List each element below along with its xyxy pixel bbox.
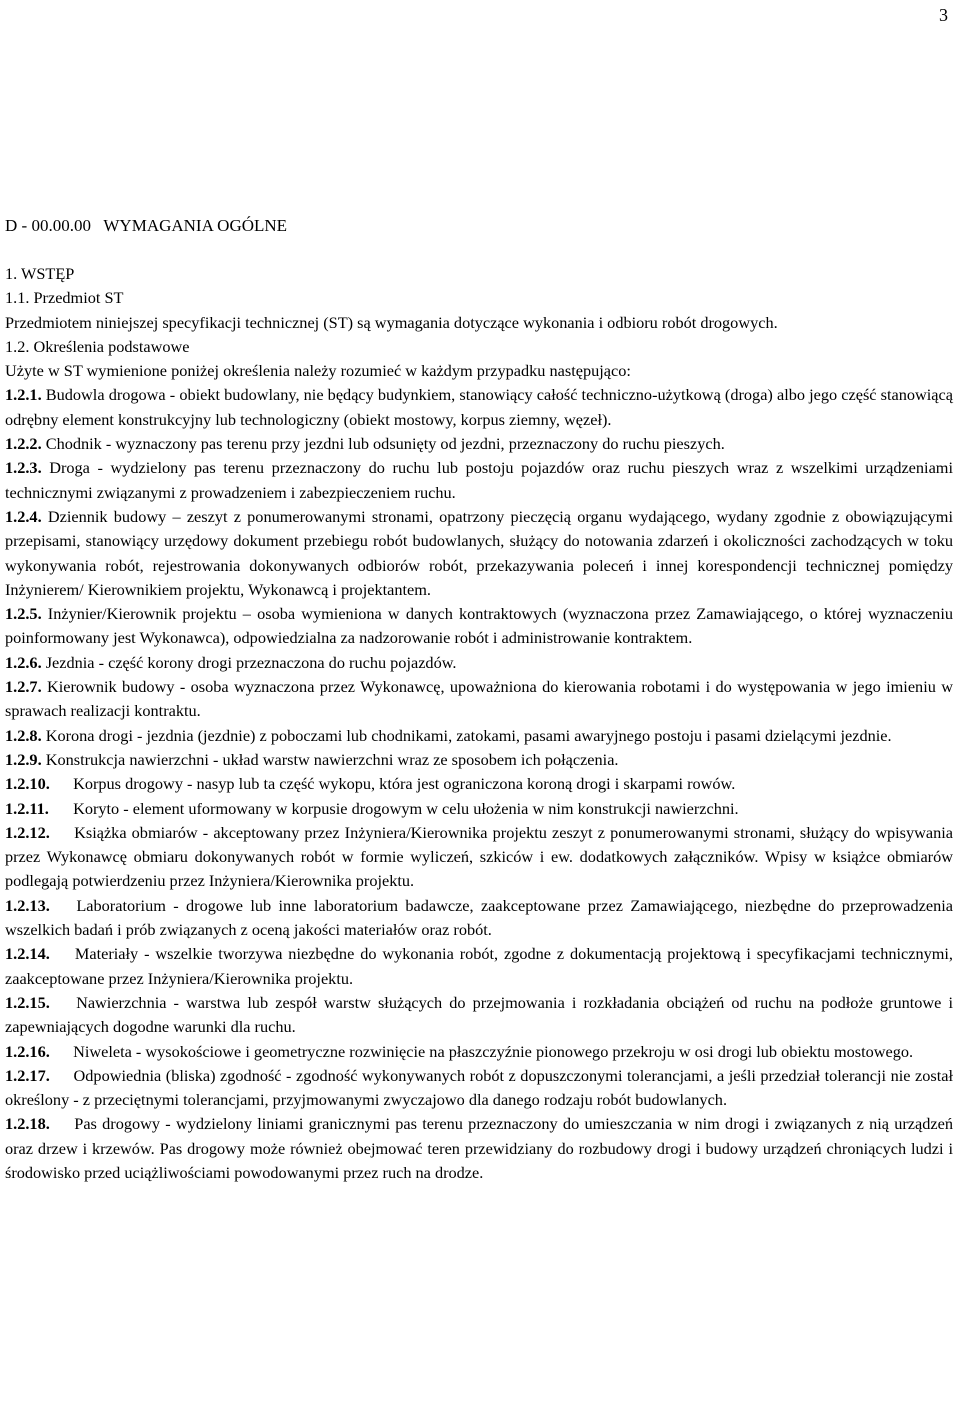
- definition-item: [5, 748, 953, 772]
- paragraph-subject: Przedmiotem niniejszej specyfikacji technicznej (ST) są wymagania dotyczące wykonania i odbioru robót drogowych.: [5, 312, 778, 332]
- document-body: [5, 214, 953, 1185]
- definition-text: Odpowiednia (bliska) zgodność - zgodność wykonywanych robót z dopuszczonymi tolerancjami, a jeśli przedział tolerancji nie został określony - z przeciętnymi tolerancjami, przyjmowanymi zwyczajowo dla danego rodzaju robót budowlanych.: [5, 1065, 953, 1110]
- page-number: 3: [939, 5, 948, 25]
- definition-item: [5, 651, 953, 675]
- section-heading-intro: 1. WSTĘP: [5, 264, 75, 283]
- section-heading-subject: 1.1. Przedmiot ST: [5, 288, 124, 308]
- definitions-list: [5, 383, 953, 1185]
- definition-item: [5, 942, 953, 991]
- definition-number: 1.2.10.: [5, 774, 50, 794]
- definition-text: Materiały - wszelkie tworzywa niezbędne do wykonania robót, zgodne z dokumentacją projektową i specyfikacjami technicznymi, zaakceptowane przez Inżyniera/Kierownika projektu.: [5, 944, 953, 988]
- paragraph-definitions-intro: Użyte w ST wymienione poniżej określenia należy rozumieć w każdym przypadku następująco:: [5, 361, 631, 381]
- definition-number: 1.2.3.: [5, 458, 42, 478]
- definition-item: [5, 797, 953, 821]
- definition-item: [5, 602, 953, 651]
- definition-item: [5, 456, 953, 505]
- definition-item: [5, 724, 953, 748]
- definition-text: Kierownik budowy - osoba wyznaczona przez Wykonawcę, upoważniona do kierowania robotami i do występowania w jego imieniu w sprawach realizacji kontraktu.: [5, 677, 953, 721]
- definition-text: Niweleta - wysokościowe i geometryczne rozwinięcie na płaszczyźnie pionowego przekroju w osi drogi lub obiektu mostowego.: [69, 1041, 914, 1061]
- definition-text: Dziennik budowy – zeszyt z ponumerowanymi stronami, opatrzony pieczęcią organu wydającego, wydany zgodnie z obowiązującymi przepisami, stanowiący urzędowy dokument przebiegu robót budowlanych, służący do notowania zdarzeń i okoliczności zachodzących w toku wykonywania robót, rejestrowania dokonywanych odbiorów robót, przekazywania poleceń i innej korespondencji technicznej pomiędzy Inżynierem/ Kierownikiem projektu, Wykonawcą i projektantem.: [5, 506, 953, 599]
- definition-text: Nawierzchnia - warstwa lub zespół warstw służących do przejmowania i rozkładania obciążeń od ruchu na podłoże gruntowe i zapewniających dogodne warunki dla ruchu.: [5, 992, 953, 1037]
- definition-number: 1.2.9.: [5, 749, 42, 769]
- definition-number: 1.2.17.: [5, 1065, 50, 1085]
- definition-text: Laboratorium - drogowe lub inne laboratorium badawcze, zaakceptowane przez Zamawiającego, niezbędne do przeprowadzenia wszelkich badań i prób związanych z oceną jakości materiałów oraz robót.: [5, 895, 953, 940]
- definition-number: 1.2.13.: [5, 895, 50, 915]
- definition-item: [5, 772, 953, 796]
- definition-text: Pas drogowy - wydzielony liniami granicznymi pas terenu przeznaczony do umieszczania w nim drogi i związanych z nią urządzeń oraz drzew i krzewów. Pas drogowy może również obejmować teren przewidziany do rozbudowy drogi i budowy urządzeń chroniących ludzi i środowisko przed uciążliwościami powodowanymi przez ruch na drodze.: [5, 1114, 953, 1182]
- definition-number: 1.2.2.: [5, 434, 42, 454]
- definition-item: [5, 991, 953, 1040]
- definition-number: 1.2.8.: [5, 725, 42, 745]
- definition-number: 1.2.15.: [5, 992, 50, 1012]
- definition-text: Koryto - element uformowany w korpusie drogowym w celu ułożenia w nim konstrukcji nawierzchni.: [69, 798, 739, 818]
- definition-number: 1.2.18.: [5, 1114, 50, 1134]
- definition-item: [5, 821, 953, 894]
- definition-number: 1.2.16.: [5, 1041, 50, 1061]
- definition-number: 1.2.11.: [5, 798, 49, 818]
- definition-item: [5, 383, 953, 432]
- section-heading-definitions: 1.2. Określenia podstawowe: [5, 336, 190, 356]
- definition-text: Inżynier/Kierownik projektu – osoba wymieniona w danych kontraktowych (wyznaczona przez Zamawiającego, o której wyznaczeniu poinformowany jest Wykonawca), odpowiedzialna za nadzorowanie robót i administrowanie kontraktem.: [5, 604, 953, 648]
- definition-item: [5, 1040, 953, 1064]
- definition-text: Konstrukcja nawierzchni - układ warstw nawierzchni wraz ze sposobem ich połączenia.: [41, 749, 619, 769]
- definition-text: Korpus drogowy - nasyp lub ta część wykopu, która jest ograniczona koroną drogi i skarpami rowów.: [69, 774, 736, 794]
- definition-item: [5, 505, 953, 602]
- definition-number: 1.2.6.: [5, 652, 42, 672]
- definition-number: 1.2.1.: [5, 385, 42, 405]
- definition-number: 1.2.7.: [5, 677, 42, 697]
- definition-text: Korona drogi - jezdnia (jezdnie) z poboczami lub chodnikami, zatokami, pasami awaryjnego postoju i pasami dzielącymi jezdnie.: [41, 725, 892, 745]
- definition-number: 1.2.4.: [5, 506, 42, 526]
- definition-item: [5, 1064, 953, 1113]
- definition-text: Droga - wydzielony pas terenu przeznaczony do ruchu lub postoju pojazdów oraz ruchu pieszych wraz z wszelkimi urządzeniami technicznymi związanymi z prowadzeniem i zabezpieczeniem ruchu.: [5, 458, 953, 502]
- definition-text: Jezdnia - część korony drogi przeznaczona do ruchu pojazdów.: [41, 652, 457, 672]
- definition-item: [5, 1112, 953, 1185]
- definition-text: Książka obmiarów - akceptowany przez Inżyniera/Kierownika projektu zeszyt z ponumerowanymi stronami, służący do wpisywania przez Wykonawcę obmiaru dokonywanych robót w formie wyliczeń, szkiców i ew. dodatkowych załączników. Wpisy w książce obmiarów podlegają potwierdzeniu przez Inżyniera/Kierownika projektu.: [5, 822, 953, 891]
- definition-text: Budowla drogowa - obiekt budowlany, nie będący budynkiem, stanowiący całość techniczno-użytkową (droga) albo jego część stanowiącą odrębny element konstrukcyjny lub technologiczny (obiekt mostowy, korpus ziemny, węzeł).: [5, 385, 953, 429]
- definition-item: [5, 675, 953, 724]
- definition-number: 1.2.14.: [5, 944, 50, 964]
- definition-text: Chodnik - wyznaczony pas terenu przy jezdni lub odsunięty od jezdni, przeznaczony do ruchu pieszych.: [41, 434, 725, 454]
- definition-number: 1.2.12.: [5, 822, 50, 842]
- definition-item: [5, 432, 953, 456]
- definition-number: 1.2.5.: [5, 604, 42, 624]
- document-title: D - 00.00.00 WYMAGANIA OGÓLNE: [5, 216, 288, 235]
- definition-item: [5, 894, 953, 943]
